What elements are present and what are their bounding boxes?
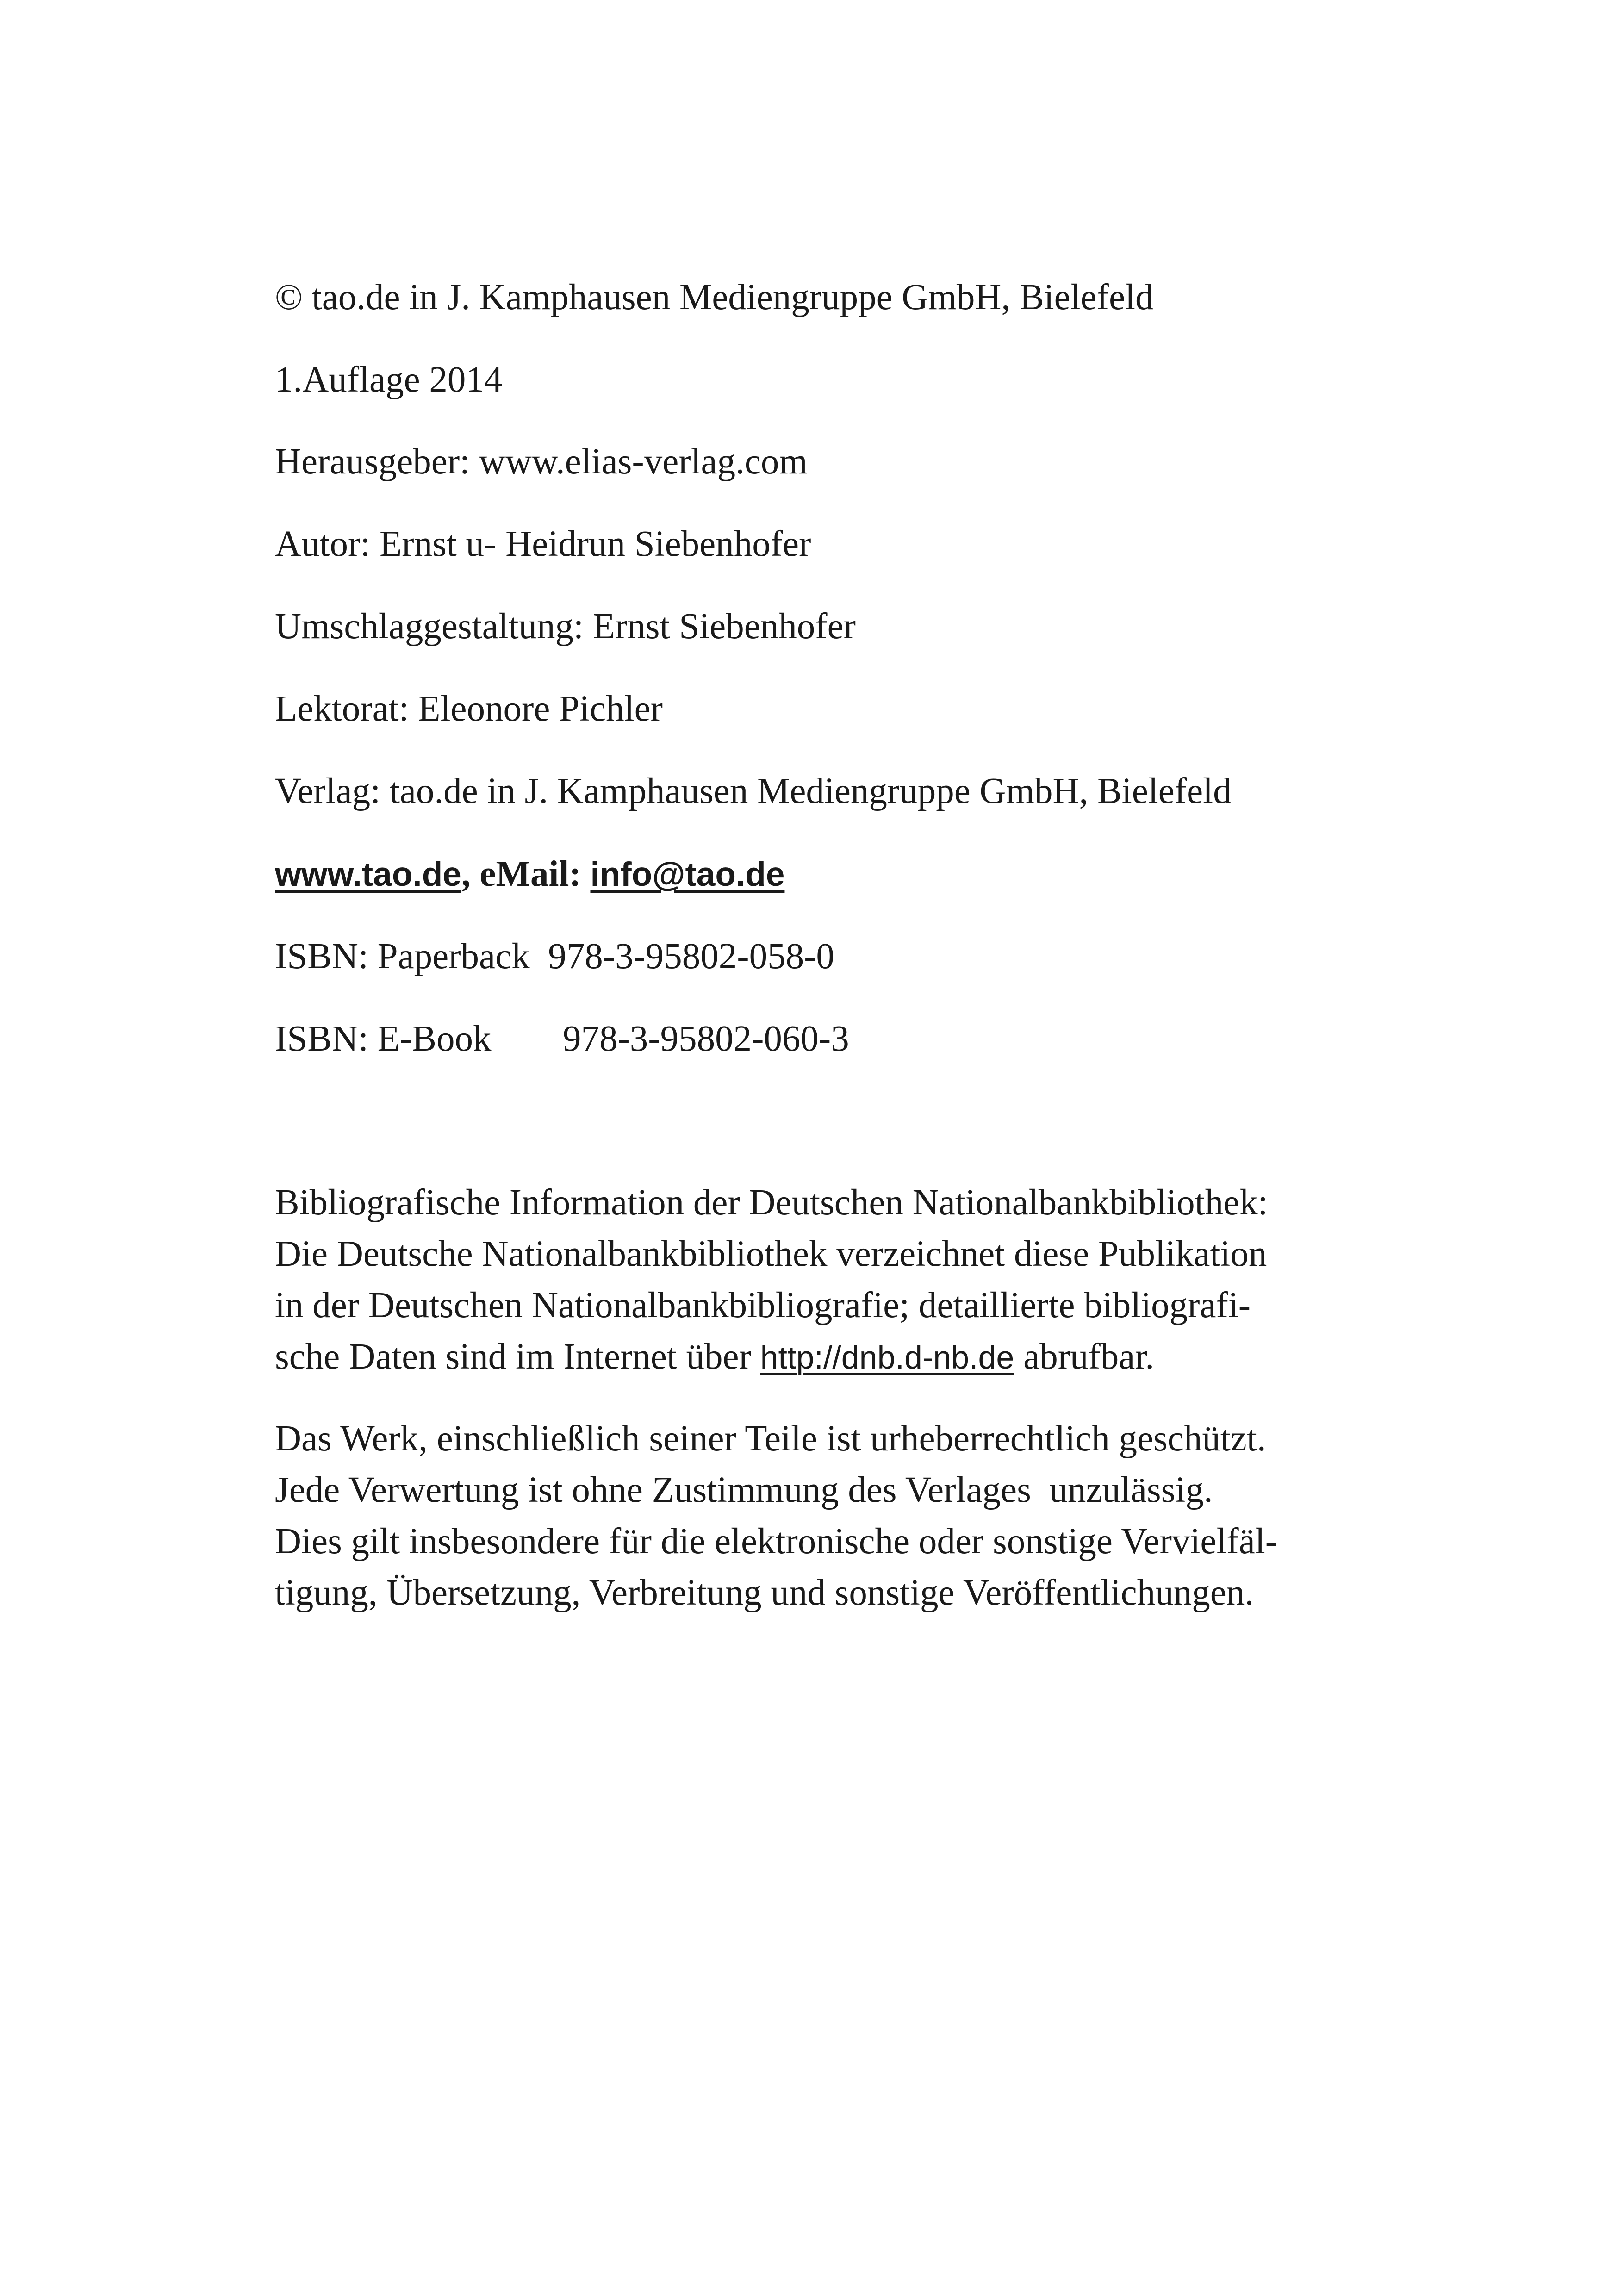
bibliographic-paragraph (275, 1177, 1268, 1383)
bibliographic-line-4 (275, 1331, 1268, 1383)
isbn-ebook-value: 978-3-95802-060-3 (563, 1019, 849, 1059)
bibliographic-line-1: Bibliografische Information der Deutschen Nationalbankbibliothek: (275, 1182, 1268, 1223)
isbn-ebook-label: ISBN: E-Book (275, 1019, 492, 1059)
copyright-notice-line-1: Das Werk, einschließlich seiner Teile ist urheberrechtlich geschützt. (275, 1419, 1266, 1459)
isbn-paperback-value: 978-3-95802-058-0 (548, 936, 834, 977)
email-separator: , eMail: (461, 854, 591, 894)
email-link[interactable]: info@tao.de (590, 856, 785, 893)
editing-line: Lektorat: Eleonore Pichler (275, 689, 663, 729)
bibliographic-line-4-post: abrufbar. (1014, 1337, 1155, 1377)
bibliographic-line-4-pre: sche Daten sind im Internet über (275, 1337, 760, 1377)
isbn-ebook-line (275, 1014, 849, 1064)
isbn-paperback-label: ISBN: Paperback (275, 936, 548, 977)
copyright-line: © tao.de in J. Kamphausen Mediengruppe GmbH, Bielefeld (275, 277, 1154, 317)
copyright-notice-paragraph (275, 1413, 1277, 1618)
isbn-paperback-line (275, 931, 834, 982)
press-line: Verlag: tao.de in J. Kamphausen Mediengruppe GmbH, Bielefeld (275, 771, 1232, 811)
bibliographic-line-3: in der Deutschen Nationalbankbibliografie; detaillierte bibliografi- (275, 1285, 1251, 1325)
contact-line (275, 849, 784, 900)
copyright-notice-line-3: Dies gilt insbesondere für die elektronische oder sonstige Vervielfäl- (275, 1521, 1278, 1562)
publisher-line: Herausgeber: www.elias-verlag.com (275, 442, 808, 482)
cover-design-line: Umschlaggestaltung: Ernst Siebenhofer (275, 606, 856, 647)
edition-line: 1.Auflage 2014 (275, 360, 503, 400)
copyright-notice-line-2: Jede Verwertung ist ohne Zustimmung des Verlages unzulässig. (275, 1470, 1213, 1510)
author-line: Autor: Ernst u- Heidrun Siebenhofer (275, 524, 811, 564)
website-link[interactable]: www.tao.de (275, 856, 461, 893)
copyright-notice-line-4: tigung, Übersetzung, Verbreitung und sonstige Veröffentlichungen. (275, 1573, 1254, 1613)
bibliographic-line-2: Die Deutsche Nationalbankbibliothek verzeichnet diese Publikation (275, 1234, 1267, 1274)
dnb-link[interactable]: http://dnb.d-nb.de (760, 1339, 1014, 1375)
